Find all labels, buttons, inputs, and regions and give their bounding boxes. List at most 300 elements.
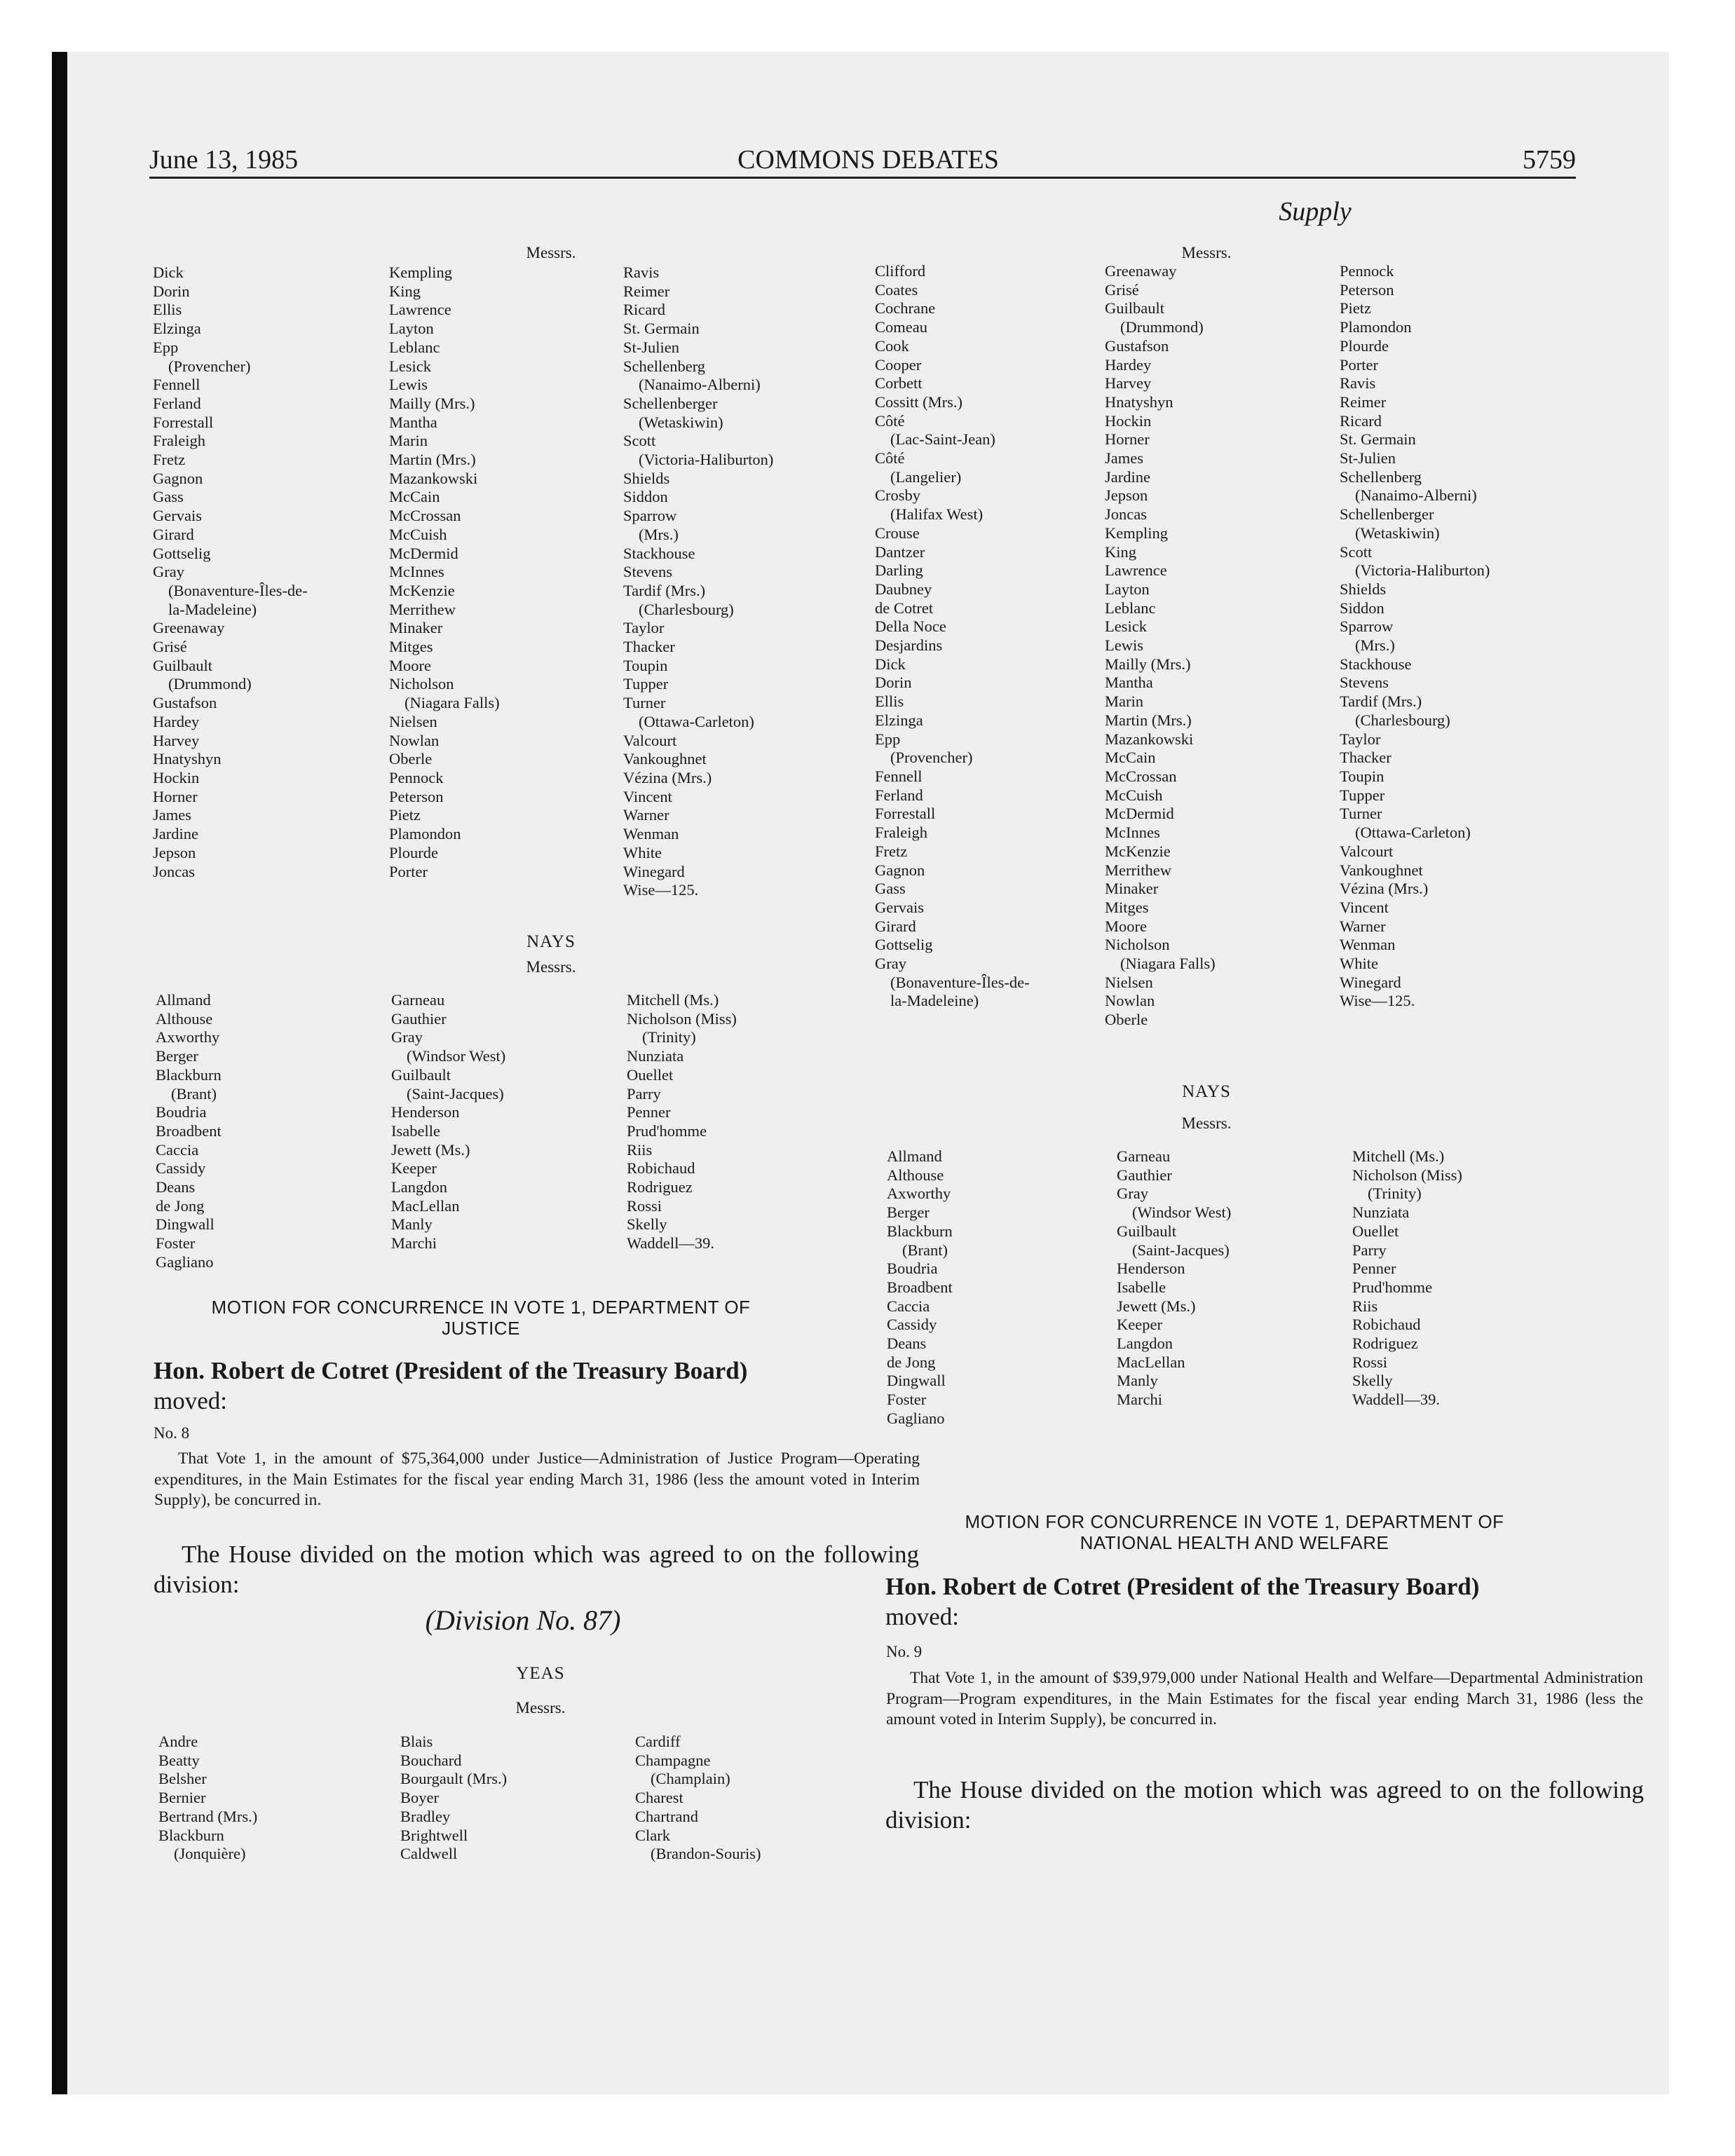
member-name: St. Germain xyxy=(1340,430,1416,449)
header-title: COMMONS DEBATES xyxy=(737,145,999,175)
member-name: Dick xyxy=(875,655,906,673)
member-name: Marin xyxy=(389,432,428,450)
member-name: Reimer xyxy=(623,282,670,300)
nays-column-3 xyxy=(627,991,737,1253)
member-name: McKenzie xyxy=(1105,842,1171,860)
member-name: Schellenberger xyxy=(1340,505,1434,524)
yeas-column-3 xyxy=(635,1733,761,1864)
member-name: Hnatyshyn xyxy=(153,750,222,768)
nays-label: NAYS xyxy=(526,932,576,951)
member-name: Reimer xyxy=(1340,393,1387,411)
member-name: Minaker xyxy=(1105,880,1159,898)
member-name: Fraleigh xyxy=(153,432,205,450)
member-name: Keeper xyxy=(1117,1316,1162,1334)
member-name: Caccia xyxy=(156,1140,199,1159)
member-name: Forrestall xyxy=(875,805,936,823)
member-name: Wenman xyxy=(623,825,679,843)
member-name: Beatty xyxy=(158,1751,200,1769)
member-name: Jepson xyxy=(153,843,196,861)
member-name: Isabelle xyxy=(1117,1278,1166,1296)
member-name: Darling xyxy=(875,561,923,580)
member-name: Shields xyxy=(1340,580,1387,598)
member-name: Ricard xyxy=(1340,411,1382,430)
member-name: Chartrand xyxy=(635,1807,698,1825)
member-name: Bernier xyxy=(158,1789,206,1807)
member-name: Ravis xyxy=(1340,374,1376,393)
member-name: Vankoughnet xyxy=(1340,861,1423,879)
member-name: Wenman xyxy=(1340,936,1396,954)
member-name: Jewett (Ms.) xyxy=(1117,1297,1196,1315)
member-name: (Victoria-Haliburton) xyxy=(1355,561,1490,580)
member-name: Ricard xyxy=(623,301,665,319)
member-name: (Charlesbourg) xyxy=(639,600,734,618)
member-name: Thacker xyxy=(1340,749,1392,767)
member-name: Rodriguez xyxy=(627,1178,693,1196)
member-name: Kempling xyxy=(1105,524,1168,542)
member-name: (Niagara Falls) xyxy=(404,694,500,712)
member-name: Gagnon xyxy=(875,861,925,879)
member-name: Dantzer xyxy=(875,543,925,561)
nays-column-2 xyxy=(391,991,505,1253)
member-name: Martin (Mrs.) xyxy=(389,451,476,469)
member-name: (Nanaimo-Alberni) xyxy=(639,376,761,394)
member-name: Jepson xyxy=(1105,486,1148,505)
member-name: Winegard xyxy=(623,862,685,880)
member-name: Gustafson xyxy=(1105,336,1169,355)
member-name: Gass xyxy=(153,488,184,506)
member-name: McKenzie xyxy=(389,581,455,599)
member-name: Rossi xyxy=(627,1196,662,1215)
member-name: Hardey xyxy=(153,712,200,730)
member-name: Nicholson (Miss) xyxy=(627,1009,737,1028)
member-name: Broadbent xyxy=(887,1278,953,1296)
member-name: Sparrow xyxy=(1340,618,1394,636)
motion-number: No. 9 xyxy=(886,1643,923,1660)
messrs-label: Messrs. xyxy=(526,958,576,976)
mover-name: Hon. Robert de Cotret (President of the Treasury Board) xyxy=(885,1573,1480,1600)
motion-heading xyxy=(172,1297,789,1339)
member-name: (Trinity) xyxy=(1368,1185,1422,1203)
member-name: Nielsen xyxy=(1105,973,1153,991)
member-name: Blackburn xyxy=(158,1826,224,1844)
division-text: The House divided on the motion which was agreed to on the following division: xyxy=(885,1776,1644,1834)
member-name: Ferland xyxy=(875,786,923,804)
member-name: Girard xyxy=(875,917,916,935)
member-name: Peterson xyxy=(389,787,444,805)
member-name: Schellenberg xyxy=(623,357,706,375)
member-name: Nunziata xyxy=(627,1047,684,1065)
member-name: Grisé xyxy=(153,638,187,656)
member-name: Hnatyshyn xyxy=(1105,393,1173,411)
member-name: Porter xyxy=(1340,355,1378,374)
member-name: Cardiff xyxy=(635,1733,681,1750)
member-name: Penner xyxy=(1352,1260,1396,1278)
motion-heading-line-1: MOTION FOR CONCURRENCE IN VOTE 1, DEPARTMENT OF xyxy=(211,1297,751,1318)
yeas-label: YEAS xyxy=(516,1664,565,1683)
member-name: Bourgault (Mrs.) xyxy=(400,1770,508,1788)
member-name: Cook xyxy=(875,336,909,355)
member-name: Prud'homme xyxy=(1352,1278,1433,1296)
member-name: Pietz xyxy=(389,806,421,824)
member-name: Greenaway xyxy=(1105,262,1177,280)
member-name: MacLellan xyxy=(391,1196,460,1215)
member-name: Hardey xyxy=(1105,355,1152,374)
member-name: Caccia xyxy=(887,1297,930,1315)
member-name: Plamondon xyxy=(1340,318,1412,336)
member-name: McCain xyxy=(1105,749,1156,767)
member-name: (Wetaskiwin) xyxy=(1355,524,1440,542)
member-name: Allmand xyxy=(887,1147,942,1165)
member-name: McDermid xyxy=(1105,805,1174,823)
member-name: Ouellet xyxy=(627,1065,674,1084)
member-name: Winegard xyxy=(1340,973,1401,991)
member-name: (Ottawa-Carleton) xyxy=(639,712,754,730)
member-name: Cooper xyxy=(875,355,922,374)
member-name: Stevens xyxy=(1340,674,1389,692)
member-name: Parry xyxy=(1352,1241,1387,1259)
member-name: Robichaud xyxy=(1352,1316,1421,1334)
member-name: (Brandon-Souris) xyxy=(651,1845,761,1863)
member-name: McCain xyxy=(389,488,440,506)
messrs-label: Messrs. xyxy=(1181,244,1232,261)
member-name: Oberle xyxy=(389,750,433,768)
member-name: McInnes xyxy=(1105,824,1160,842)
member-name: (Windsor West) xyxy=(1132,1203,1232,1222)
member-name: Mitchell (Ms.) xyxy=(1352,1147,1445,1165)
member-name: (Lac-Saint-Jean) xyxy=(890,430,995,449)
member-name: Rodriguez xyxy=(1352,1335,1418,1353)
member-name: Guilbault xyxy=(1105,299,1164,318)
member-name: Cossitt (Mrs.) xyxy=(875,393,963,411)
member-name: Valcourt xyxy=(1340,842,1394,860)
member-name: (Langelier) xyxy=(890,468,962,486)
member-name: Andre xyxy=(158,1733,198,1750)
member-name: Nicholson xyxy=(1105,936,1170,954)
nays-label: NAYS xyxy=(1182,1082,1231,1101)
member-name: St-Julien xyxy=(623,338,680,356)
motion-heading-line-2: NATIONAL HEALTH AND WELFARE xyxy=(1080,1532,1389,1553)
messrs-label: Messrs. xyxy=(515,1699,566,1717)
motion-text: That Vote 1, in the amount of $75,364,000 under Justice—Administration of Justice Program—Operating expenditures, in the Main Estimates for the fiscal year ending March 31, 1986 (less the amount voted in Interim Supply), be concurred in. xyxy=(154,1449,920,1509)
member-name: Scott xyxy=(623,432,656,450)
header-page-number: 5759 xyxy=(1523,145,1576,175)
member-name: Girard xyxy=(153,525,194,543)
member-name: la-Madeleine) xyxy=(890,992,979,1010)
member-name: Boudria xyxy=(156,1103,207,1121)
division-text: The House divided on the motion which was agreed to on the following division: xyxy=(154,1541,919,1598)
member-name: Côté xyxy=(875,449,905,468)
member-name: Mazankowski xyxy=(1105,730,1194,748)
member-name: (Ottawa-Carleton) xyxy=(1355,824,1471,842)
mover xyxy=(885,1571,1656,1632)
member-name: Gagnon xyxy=(153,469,203,487)
member-name: Nielsen xyxy=(389,712,437,730)
member-name: (Saint-Jacques) xyxy=(407,1084,504,1103)
member-name: Bouchard xyxy=(400,1751,462,1769)
member-name: Tardif (Mrs.) xyxy=(623,581,706,599)
member-name: Gagliano xyxy=(887,1409,945,1427)
member-name: (Mrs.) xyxy=(1355,636,1395,655)
nays-column-2 xyxy=(1117,1147,1231,1410)
member-name: McCrossan xyxy=(1105,767,1177,785)
member-name: Prud'homme xyxy=(627,1121,707,1140)
member-name: de Cotret xyxy=(875,599,934,617)
messrs-label: Messrs. xyxy=(526,244,576,261)
member-name: Nicholson xyxy=(389,675,454,693)
member-name: Jardine xyxy=(1105,468,1150,486)
motion-number: No. 8 xyxy=(154,1424,190,1442)
member-name: Clark xyxy=(635,1826,670,1844)
member-name: Horner xyxy=(153,787,198,805)
member-name: Isabelle xyxy=(391,1121,440,1140)
yeas-column-2 xyxy=(1105,262,1216,1030)
member-name: Siddon xyxy=(623,488,668,506)
member-name: Berger xyxy=(887,1203,930,1222)
member-name: Deans xyxy=(156,1178,196,1196)
member-name: Comeau xyxy=(875,318,927,336)
member-name: Ferland xyxy=(153,394,201,412)
member-name: (Bonaventure-Îles-de- xyxy=(168,581,308,599)
member-name: Stackhouse xyxy=(1340,655,1412,673)
member-name: Côté xyxy=(875,411,905,430)
member-name: James xyxy=(1105,449,1143,468)
member-name: Daubney xyxy=(875,580,932,598)
member-name: (Brant) xyxy=(171,1084,217,1103)
member-name: Wise—125. xyxy=(623,881,699,899)
mover-name: Hon. Robert de Cotret (President of the Treasury Board) xyxy=(154,1357,748,1384)
member-name: Horner xyxy=(1105,430,1150,449)
motion-heading xyxy=(877,1511,1592,1553)
member-name: Coates xyxy=(875,280,918,299)
member-name: Langdon xyxy=(1117,1335,1173,1353)
member-name: Marchi xyxy=(1117,1391,1162,1409)
member-name: Gray xyxy=(1117,1185,1148,1203)
member-name: (Halifax West) xyxy=(890,505,984,524)
member-name: Allmand xyxy=(156,991,211,1009)
mover xyxy=(154,1356,925,1416)
member-name: (Victoria-Haliburton) xyxy=(639,451,774,469)
member-name: Stevens xyxy=(623,563,672,581)
member-name: Mitchell (Ms.) xyxy=(627,991,719,1009)
member-name: Althouse xyxy=(156,1009,213,1028)
member-name: Gauthier xyxy=(1117,1166,1172,1184)
member-name: (Wetaskiwin) xyxy=(639,413,723,431)
member-name: Robichaud xyxy=(627,1159,695,1178)
member-name: Gray xyxy=(391,1028,423,1046)
member-name: Jewett (Ms.) xyxy=(391,1140,470,1159)
member-name: Nicholson (Miss) xyxy=(1352,1166,1462,1184)
member-name: (Champlain) xyxy=(651,1770,730,1788)
member-name: Jardine xyxy=(153,825,198,843)
member-name: Wise—125. xyxy=(1340,992,1415,1010)
member-name: Plourde xyxy=(1340,336,1389,355)
member-name: Turner xyxy=(623,694,666,712)
member-name: Epp xyxy=(875,730,901,748)
member-name: Cassidy xyxy=(887,1316,937,1334)
member-name: Marin xyxy=(1105,692,1143,711)
member-name: Henderson xyxy=(1117,1260,1185,1278)
member-name: Gottselig xyxy=(153,544,211,562)
moved-label: moved: xyxy=(885,1603,959,1630)
member-name: Lesick xyxy=(1105,618,1147,636)
member-name: Guilbault xyxy=(391,1065,451,1084)
member-name: Penner xyxy=(627,1103,671,1121)
member-name: Gray xyxy=(875,955,906,973)
member-name: Gauthier xyxy=(391,1009,447,1028)
member-name: Forrestall xyxy=(153,413,214,431)
member-name: Mantha xyxy=(1105,674,1153,692)
member-name: Mazankowski xyxy=(389,469,478,487)
member-name: Siddon xyxy=(1340,599,1384,617)
member-name: Waddell—39. xyxy=(1352,1391,1441,1409)
member-name: Keeper xyxy=(391,1159,437,1178)
member-name: James xyxy=(153,806,191,824)
member-name: Blackburn xyxy=(887,1222,953,1240)
member-name: Foster xyxy=(156,1234,196,1253)
member-name: Taylor xyxy=(623,619,665,637)
member-name: Dingwall xyxy=(156,1215,215,1234)
division-number: (Division No. 87) xyxy=(425,1604,621,1636)
member-name: Ouellet xyxy=(1352,1222,1399,1240)
member-name: Langdon xyxy=(391,1178,447,1196)
member-name: Rossi xyxy=(1352,1353,1388,1371)
header-date: June 13, 1985 xyxy=(149,145,299,175)
member-name: Mitges xyxy=(1105,898,1149,916)
member-name: de Jong xyxy=(887,1353,936,1371)
member-name: Hockin xyxy=(153,768,200,786)
member-name: Fennell xyxy=(153,376,200,394)
member-name: Pietz xyxy=(1340,299,1371,318)
yeas-column-2 xyxy=(400,1733,507,1864)
member-name: Merrithew xyxy=(1105,861,1171,879)
yeas-column-1 xyxy=(875,262,1030,1011)
yeas-column-1 xyxy=(153,264,308,881)
member-name: Shields xyxy=(623,469,670,487)
motion-text: That Vote 1, in the amount of $39,979,000 under National Health and Welfare—Departmental Administration Program—Program expenditures, in the Main Estimates for the fiscal year ending March 31, 1986 (less the amount voted in Interim Supply), be concurred in. xyxy=(886,1669,1643,1728)
member-name: Guilbault xyxy=(1117,1222,1176,1240)
member-name: (Niagara Falls) xyxy=(1120,955,1216,973)
member-name: Scott xyxy=(1340,543,1373,561)
member-name: Elzinga xyxy=(875,711,923,729)
member-name: (Saint-Jacques) xyxy=(1132,1241,1230,1259)
member-name: (Mrs.) xyxy=(639,525,679,543)
member-name: McInnes xyxy=(389,563,444,581)
member-name: (Provencher) xyxy=(890,749,973,767)
nays-column-1 xyxy=(156,991,222,1272)
member-name: Manly xyxy=(391,1215,433,1234)
member-name: Epp xyxy=(153,338,179,356)
member-name: Lawrence xyxy=(389,301,451,319)
member-name: White xyxy=(623,843,662,861)
member-name: Vincent xyxy=(623,787,672,805)
member-name: Kempling xyxy=(389,264,452,281)
nays-column-1 xyxy=(887,1147,953,1428)
member-name: (Jonquière) xyxy=(174,1845,246,1863)
member-name: White xyxy=(1340,955,1378,973)
member-name: Dingwall xyxy=(887,1372,946,1390)
member-name: King xyxy=(389,282,421,300)
member-name: Toupin xyxy=(1340,767,1384,785)
member-name: Dick xyxy=(153,264,184,281)
member-name: de Jong xyxy=(156,1196,205,1215)
member-name: Tupper xyxy=(1340,786,1385,804)
member-name: Cassidy xyxy=(156,1159,206,1178)
member-name: Minaker xyxy=(389,619,443,637)
yeas-column-2 xyxy=(389,264,500,881)
motion-heading-line-1: MOTION FOR CONCURRENCE IN VOTE 1, DEPARTMENT OF xyxy=(965,1511,1504,1532)
member-name: (Drummond) xyxy=(1120,318,1204,336)
member-name: Champagne xyxy=(635,1751,711,1769)
member-name: (Drummond) xyxy=(168,675,252,693)
member-name: Charest xyxy=(635,1789,683,1807)
member-name: Fraleigh xyxy=(875,824,927,842)
yeas-column-1 xyxy=(158,1733,257,1864)
member-name: Nowlan xyxy=(1105,992,1155,1010)
member-name: Joncas xyxy=(1105,505,1147,524)
member-name: Broadbent xyxy=(156,1121,222,1140)
member-name: Schellenberger xyxy=(623,394,718,412)
member-name: Fennell xyxy=(875,767,923,785)
member-name: Warner xyxy=(1340,917,1386,935)
member-name: Sparrow xyxy=(623,507,677,525)
member-name: Turner xyxy=(1340,805,1382,823)
member-name: Riis xyxy=(627,1140,653,1159)
member-name: Hockin xyxy=(1105,411,1152,430)
member-name: Valcourt xyxy=(623,731,677,749)
member-name: Manly xyxy=(1117,1372,1158,1390)
member-name: St-Julien xyxy=(1340,449,1396,468)
member-name: Belsher xyxy=(158,1770,207,1788)
section-title: Supply xyxy=(1279,197,1352,226)
member-name: Gagliano xyxy=(156,1253,214,1271)
header-rule xyxy=(149,177,1576,179)
member-name: Gass xyxy=(875,880,906,898)
member-name: Crosby xyxy=(875,486,921,505)
member-name: MacLellan xyxy=(1117,1353,1185,1371)
member-name: Oberle xyxy=(1105,1011,1148,1029)
member-name: Leblanc xyxy=(1105,599,1156,617)
member-name: Mitges xyxy=(389,638,433,656)
member-name: Fretz xyxy=(153,451,186,469)
member-name: Crouse xyxy=(875,524,920,542)
member-name: Grisé xyxy=(1105,280,1139,299)
member-name: Lewis xyxy=(389,376,428,394)
member-name: Skelly xyxy=(1352,1372,1393,1390)
member-name: Martin (Mrs.) xyxy=(1105,711,1192,729)
member-name: Marchi xyxy=(391,1234,437,1253)
member-name: Desjardins xyxy=(875,636,943,655)
member-name: Vézina (Mrs.) xyxy=(623,768,712,786)
member-name: Tardif (Mrs.) xyxy=(1340,692,1422,711)
member-name: (Trinity) xyxy=(642,1028,696,1046)
member-name: Axworthy xyxy=(156,1028,220,1046)
motion-heading-line-2: JUSTICE xyxy=(442,1318,520,1339)
member-name: Pennock xyxy=(389,768,444,786)
member-name: Fretz xyxy=(875,842,908,860)
member-name: Vézina (Mrs.) xyxy=(1340,880,1429,898)
member-name: Dorin xyxy=(875,674,912,692)
member-name: Elzinga xyxy=(153,320,201,338)
member-name: Mantha xyxy=(389,413,437,431)
member-name: (Windsor West) xyxy=(407,1047,506,1065)
member-name: Lesick xyxy=(389,357,431,375)
member-name: Althouse xyxy=(887,1166,944,1184)
member-name: Della Noce xyxy=(875,618,946,636)
nays-column-3 xyxy=(1352,1147,1462,1410)
member-name: St. Germain xyxy=(623,320,700,338)
member-name: Plamondon xyxy=(389,825,461,843)
moved-label: moved: xyxy=(154,1387,227,1414)
